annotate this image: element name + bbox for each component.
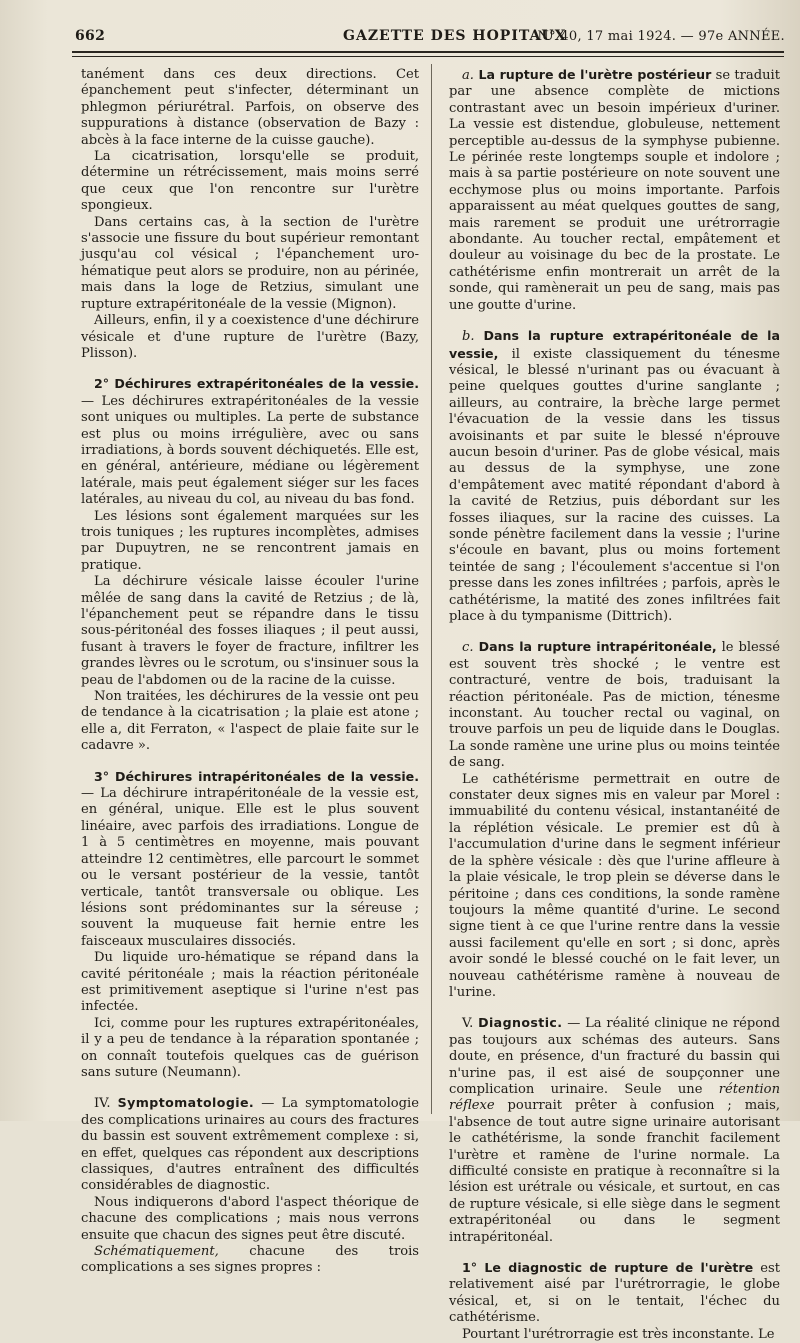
header-rule-thick — [72, 51, 784, 53]
paragraph: Nous indiquerons d'abord l'aspect théorique de chacune des complications ; mais nous verrons ensuite que chacun des signes peut être discuté. — [81, 1194, 419, 1243]
paragraph: La déchirure vésicale laisse écouler l'urine mêlée de sang dans la cavité de Retzius ; de là, l'épanchement peut se répandre dans le tissu sous-péritonéal des fosses iliaques ; il peut aussi, fusant à travers le foyer de fracture, infiltrer les grandes lèvres ou le scrotum, ou s'insinuer sous la peau de l'abdomen ou de la racine de la cuisse. — [81, 574, 419, 688]
item-heading: La rupture de l'urètre postérieur — [473, 67, 712, 82]
issue-info: N° 40, 17 mai 1924. — 97e ANNÉE. — [537, 29, 785, 44]
section-text: — La déchirure intrapéritonéale de la vessie est, en général, unique. Elle est le plus souvent linéaire, avec parfois des irradiations. Longue de 1 à 5 centimètres en moyenne, mais pouvant atteindre 12 centimètres, elle parcourt le sommet ou le versant postérieur de la vessie, tantôt verticale, tantôt transversale ou oblique. Les lésions sont prédominantes sur la séreuse ; souvent la muqueuse fait hernie entre les faisceaux musculaires dissociés. — [81, 786, 419, 949]
section-heading: Symptomatologie. — [117, 1095, 255, 1111]
paragraph: Pourtant l'urétrorragie est très inconstante. Le — [462, 1326, 775, 1342]
section-paragraph — [449, 639, 780, 771]
paragraph: La cicatrisation, lorsqu'elle se produit, détermine un rétrécissement, mais moins serré que ceux que l'on rencontre sur l'urètre spongieux. — [81, 149, 419, 214]
section-paragraph — [449, 1015, 780, 1246]
paragraph: Les lésions sont également marquées sur les trois tuniques ; les ruptures incomplètes, admises par Dupuytren, ne se rencontrent jamais en pratique. — [81, 508, 419, 573]
section-paragraph — [449, 67, 780, 314]
section-text: est relativement aisé par l'urétrorragie, le globe vésical, et, si on le tentait, l'échec du cathétérisme. — [449, 1261, 780, 1326]
item-heading: Dans la rupture extrapéritonéale de la vessie, — [449, 328, 780, 361]
section-heading: Diagnostic. — [478, 1015, 563, 1031]
paragraph: Du liquide uro-hématique se répand dans la cavité péritonéale ; mais la réaction péritonéale est primitivement aseptique si l'urine n'est pas infectée. — [81, 950, 419, 1015]
page-number: 662 — [75, 28, 106, 44]
italic-text: Schématiquement, — [94, 1244, 219, 1260]
paragraph: Ailleurs, enfin, il y a coexistence d'une déchirure vésicale et d'une rupture de l'urètre (Bazy, Plisson). — [81, 313, 419, 361]
paragraph — [81, 1244, 419, 1277]
section-text: — La symptomatologie des complications urinaires au cours des fractures du bassin est souvent extrêmement complexe : si, en effet, quelques cas répondent aux descriptions classiques, d'autres entraînent des difficultés considérables de diagnostic. — [81, 1096, 419, 1194]
section-number: V. — [462, 1016, 479, 1032]
header-rule-thin — [72, 56, 784, 57]
section-paragraph — [81, 769, 419, 950]
paragraph: Ici, comme pour les ruptures extrapéritonéales, il y a peu de tendance à la réparation spontanée ; on connaît toutefois quelques cas de guérison sans suture (Neumann). — [81, 1015, 419, 1080]
item-text: se traduit par une absence complète de mictions contrastant avec un besoin impérieux d'uriner. La vessie est distendue, globuleuse, nettement perceptible au-dessus de la symphyse pubienne. Le périnée reste longtemps souple et indolore ; mais à sa partie postérieure on note souvent une ecchymose plus ou moins importante. Parfois apparaissent au méat quelques gouttes de sang, mais rarement se produit une urétrorragie abondante. Au toucher rectal, empâtement et douleur au voisinage du bec de la prostate. Le cathétérisme enfin montrerait un arrêt de la sonde, qui ramènerait un peu de sang, mais pas une goutte d'urine. — [449, 68, 780, 313]
section-text: — Les déchirures extrapéritonéales de la vessie sont uniques ou multiples. La perte de substance est plus ou moins irrégulière, avec ou sans irradiations, à bords souvent déchiquetés. Elle est, en général, antérieure, médiane ou légèrement latérale, mais peut également siéger sur les faces latérales, au niveau du col, au niveau du bas fond. — [81, 393, 419, 508]
paragraph: Le cathétérisme permettrait en outre de constater deux signes mis en valeur par Morel : immuabilité du contenu vésical, instantanéité de la réplétion vésicale. Le premier est dû à l'accumulation d'urine dans le segment inférieur de la sphère vésicale : dès que l'urine affleure à la plaie vésicale, le trop plein se déverse dans le péritoine ; dans ces conditions, la sonde ramène toujours la même quantité d'urine. Le second signe tient à ce que l'urine rentre dans la vessie aussi facilement qu'elle en sort ; si donc, après avoir sondé le blessé couché on le fait lever, un nouveau cathétérisme ramène à nouveau de l'urine. — [449, 771, 780, 1000]
section-number: IV. — [94, 1096, 118, 1112]
section-paragraph — [449, 328, 780, 625]
italic-text: rétention réflexe — [449, 1081, 780, 1114]
item-text: le blessé est souvent très shocké ; le ventre est contracturé, ventre de bois, traduisant la réaction péritonéale. Pas de miction, ténesme inconstant. Au toucher rectal ou vaginal, on trouve parfois un peu de liquide dans le Douglas. La sonde ramène une urine plus ou moins teintée de sang. — [449, 640, 780, 771]
section-heading: 1° Le diagnostic de rupture de l'urètre — [462, 1260, 754, 1276]
paragraph: Dans certains cas, à la section de l'urètre s'associe une fissure du bout supérieur remontant jusqu'au col vésical ; l'épanchement uro-hématique peut alors se produire, non au périnée, mais dans la loge de Retzius, simulant une rupture extrapéritonéale de la vessie (Mignon). — [81, 214, 419, 312]
journal-title: GAZETTE DES HOPITAUX — [343, 28, 567, 44]
section-heading: 2° Déchirures extrapéritonéales de la vessie. — [94, 376, 419, 392]
section-text: pourrait prêter à confusion ; mais, l'absence de tout autre signe urinaire autorisant le cathétérisme, la sonde franchit facilement l'urètre et ramène de l'urine normale. La difficulté consiste en pratique à reconnaître si la lésion est urétrale ou vésicale, et surtout, en cas de rupture vésicale, si elle siège dans le segment extrapéritonéal ou dans le segment intrapéritonéal. — [449, 1098, 780, 1245]
right-column — [449, 67, 780, 1343]
paragraph: Non traitées, les déchirures de la vessie ont peu de tendance à la cicatrisation ; la plaie est atone ; elle a, dit Ferraton, « l'aspect de plaie faite sur le cadavre ». — [81, 689, 419, 754]
section-paragraph — [81, 1095, 419, 1194]
item-letter: c. — [462, 640, 474, 656]
section-paragraph — [81, 376, 419, 508]
item-heading: Dans la rupture intrapéritonéale, — [473, 639, 717, 655]
page-header — [60, 28, 790, 52]
item-text: il existe classiquement du ténesme vésical, le blessé n'urinant pas ou évacuant à peine quelques gouttes d'urine sanglante ; ailleurs, au contraire, la brèche large permet l'évacuation de la vessie dans les tissus avoisinants et par suite le blessé n'éprouve aucun besoin d'uriner. Pas de globe vésical, mais au dessus de la symphyse, une zone d'empâtement avec matité répondant d'abord à la cavité de Retzius, puis débordant sur les fosses iliaques, sur la racine des cuisses. La sonde pénètre facilement dans la vessie ; l'urine s'écoule en bavant, plus ou moins fortement teintée de sang ; l'écoulement s'accentue si l'on presse dans les zones infiltrées ; parfois, après le cathétérisme, la matité des zones infiltrées fait place à du tympanisme (Dittrich). — [449, 346, 780, 624]
column-divider — [431, 64, 432, 1114]
section-text: — La réalité clinique ne répond pas toujours aux schémas des auteurs. Sans doute, en présence, d'un fracturé du bassin qui n'urine pas, il est aisé de soupçonner une complication urinaire. Seule une — [449, 1016, 780, 1097]
left-column — [81, 67, 419, 1277]
paragraph-text: chacune des trois complications a ses signes propres : — [81, 1244, 419, 1276]
paragraph: tanément dans ces deux directions. Cet épanchement peut s'infecter, déterminant un phlegmon périurétral. Parfois, on observe des suppurations à distance (observation de Bazy : abcès à la face interne de la cuisse gauche). — [81, 67, 419, 148]
section-paragraph — [449, 1260, 780, 1327]
section-heading: 3° Déchirures intrapéritonéales de la vessie. — [94, 768, 419, 784]
item-letter: a. — [462, 68, 474, 83]
item-letter: b. — [462, 329, 475, 345]
